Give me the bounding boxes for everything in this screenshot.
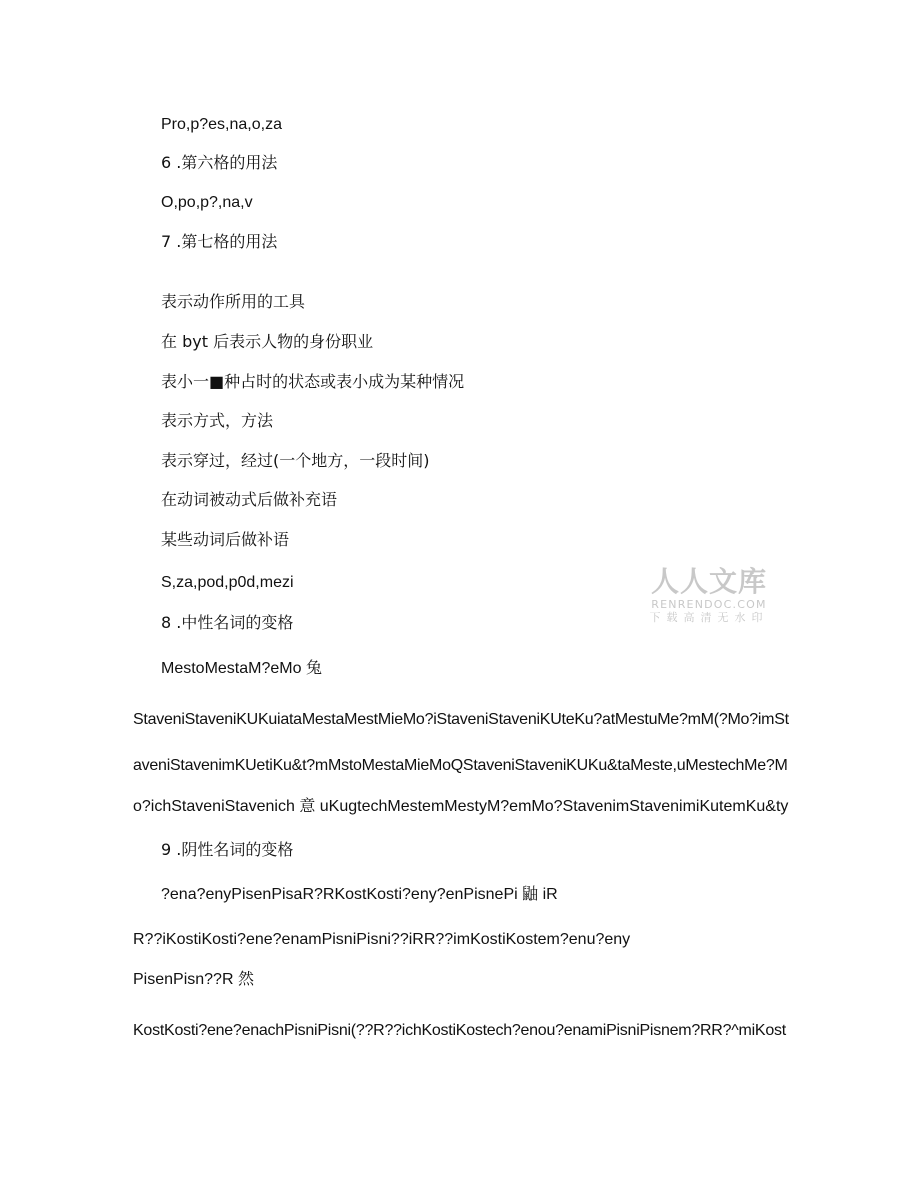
text-line-feminine-table-1: R??iKostiKosti?ene?enamPisniPisni??iRR??imKostiKostem?enu?eny bbox=[133, 931, 631, 948]
text-line-state: 表小一■种占时的状态或表小成为某种情况 bbox=[161, 372, 465, 391]
text-line-prepositions-7: S,za,pod,p0d,mezi bbox=[161, 574, 294, 591]
text-line-passive: 在动词被动式后做补充语 bbox=[161, 490, 338, 509]
text-line-byt: 在 byt 后表示人物的身份职业 bbox=[161, 332, 374, 351]
watermark-subtitle: 下载高清无水印 bbox=[649, 611, 769, 624]
text-line-feminine-header: ?ena?enyPisenPisaR?RKostKosti?eny?enPisnePi 鼬 iR bbox=[161, 886, 558, 903]
watermark bbox=[646, 566, 772, 625]
text-line-complement: 某些动词后做补语 bbox=[161, 530, 290, 549]
text-line-feminine-table-3: KostKosti?ene?enachPisniPisni(??R??ichKostiKostech?enou?enamiPisniPisnem?RR?^miKost bbox=[133, 1022, 786, 1039]
text-line-through: 表示穿过，经过(一个地方，一段时间) bbox=[161, 451, 430, 470]
watermark-logo: 人人文库 bbox=[650, 565, 767, 598]
text-line-prepositions-4: Pro,p?es,na,o,za bbox=[161, 116, 282, 133]
text-line-neuter-table-1: StaveniStaveniKUKuiataMestaMestMieMo?iStaveniStaveniKUteKu?atMestuMe?mM(?Mo?imSt bbox=[133, 711, 789, 728]
heading-neuter-nouns: 8 .中性名词的变格 bbox=[161, 613, 294, 632]
text-line-feminine-table-2: PisenPisn??R 然 bbox=[133, 971, 254, 988]
heading-sixth-case: 6 .第六格的用法 bbox=[161, 153, 278, 172]
text-line-neuter-table-2: aveniStavenimKUetiKu&t?mMstoMestaMieMoQStaveniStaveniKUKu&taMeste,uMestechMe?M bbox=[133, 757, 788, 774]
heading-seventh-case: 7 .第七格的用法 bbox=[161, 232, 278, 251]
text-line-tool: 表示动作所用的工具 bbox=[161, 292, 306, 311]
text-line-neuter-header: MestoMestaM?eMo 兔 bbox=[161, 660, 322, 677]
heading-feminine-nouns: 9 .阴性名词的变格 bbox=[161, 840, 294, 859]
text-line-prepositions-6: O,po,p?,na,v bbox=[161, 194, 253, 211]
watermark-domain: RENRENDOC.COM bbox=[651, 598, 767, 611]
text-line-manner: 表示方式，方法 bbox=[161, 411, 274, 430]
text-line-neuter-table-3: o?ichStaveniStavenich 意 uKugtechMestemMestyM?emMo?StavenimStavenimiKutemKu&ty bbox=[133, 798, 789, 815]
